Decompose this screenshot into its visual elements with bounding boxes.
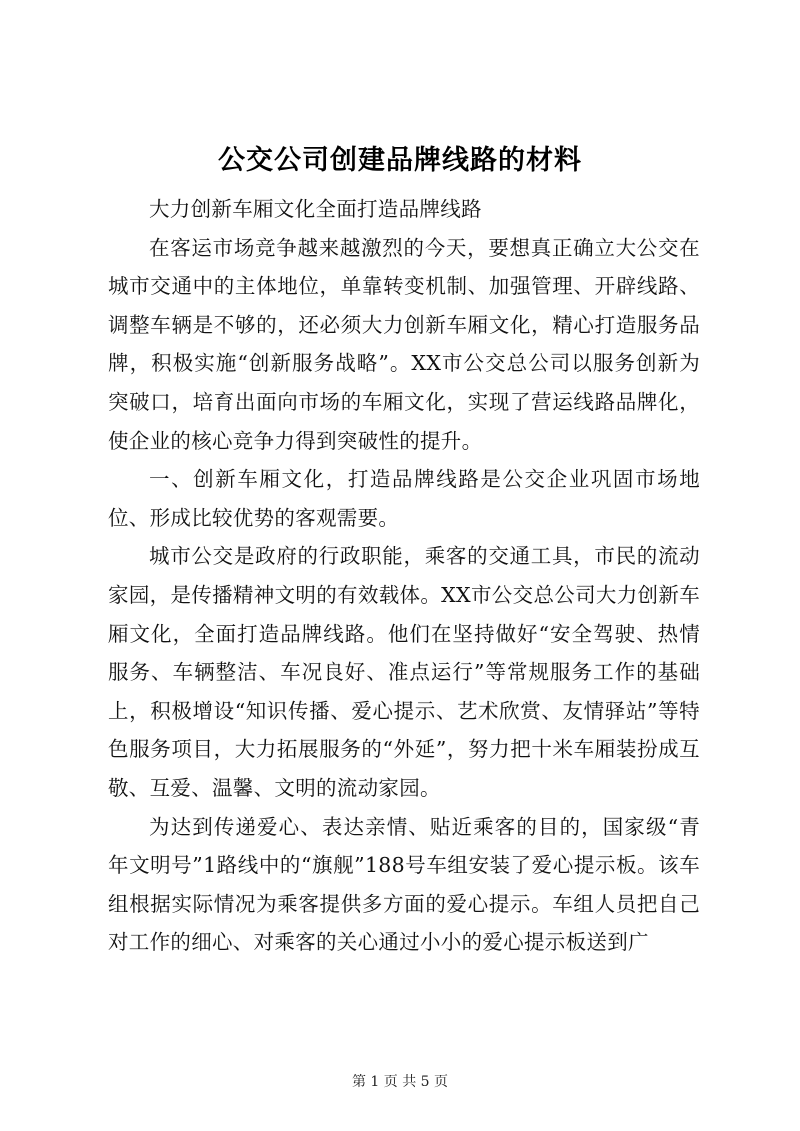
paragraph-subtitle: 大力创新车厢文化全面打造品牌线路 — [149, 197, 482, 221]
paragraph-section-one: 一、创新车厢文化，打造品牌线路是公交企业巩固市场地位、形成比较优势的客观需要。 — [108, 467, 700, 530]
document-title: 公交公司创建品牌线路的材料 — [218, 145, 582, 176]
paragraph-intro: 在客运市场竞争越来越激烈的今天，要想真正确立大公交在城市交通中的主体地位，单靠转变机制、加强管理、开辟线路、调整车辆是不够的，还必须大力创新车厢文化，精心打造服务品牌，积极实施“创新服务战略”。XX市公交总公司以服务创新为突破口，培育出面向市场的车厢文化，实现了营运线路品牌化，使企业的核心竞争力得到突破性的提升。 — [108, 235, 700, 453]
document-body — [108, 190, 700, 962]
paragraph-love-board: 为达到传递爱心、表达亲情、贴近乘客的目的，国家级“青年文明号”1路线中的“旗舰”188号车组安装了爱心提示板。该车组根据实际情况为乘客提供多方面的爱心提示。车组人员把自己对工作的细心、对乘客的关心通过小小的爱心提示板送到广 — [108, 814, 700, 955]
page-footer: 第 1 页 共 5 页 — [351, 1074, 449, 1090]
paragraph-city-transit: 城市公交是政府的行政职能，乘客的交通工具，市民的流动家园，是传播精神文明的有效载体。XX市公交总公司大力创新车厢文化，全面打造品牌线路。他们在坚持做好“安全驾驶、热情服务、车辆整洁、车况良好、准点运行”等常规服务工作的基础上，积极增设“知识传播、爱心提示、艺术欣赏、友情驿站”等特色服务项目，大力拓展服务的“外延”，努力把十米车厢装扮成互敬、互爱、温馨、文明的流动家园。 — [108, 544, 700, 800]
